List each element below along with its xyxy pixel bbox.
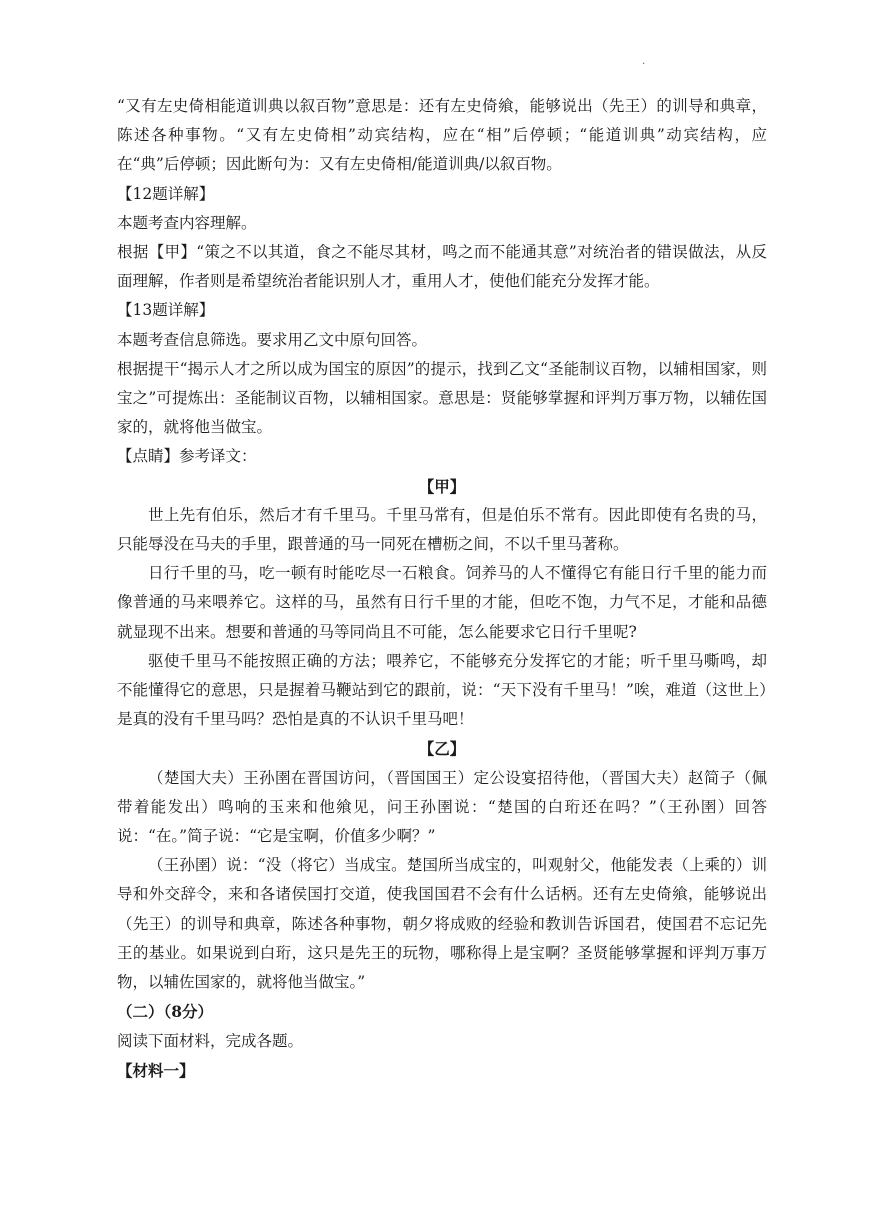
analysis-paragraph: 根据【甲】“策之不以其道，食之不能尽其材，鸣之而不能通其意”对统治者的错误做法，从反面理解，作者则是希望统治者能识别人才，重用人才，使他们能充分发挥才能。 [117,243,767,291]
translation-paragraph: （楚国大夫）王孙圉在晋国访问，（晋国国王）定公设宴招待他，（晋国大夫）赵简子（佩带着能发出）鸣响的玉来和他飨见，问王孙圉说：“楚国的白珩还在吗？”（王孙圉）回答说：“在。”简子说：“它是宝啊，价值多少啊？” [117,768,767,846]
section-heading: 【12题详解】 [117,184,215,203]
material-heading: 【材料一】 [117,1060,195,1080]
section-heading: 【点睛】参考译文： [117,447,257,466]
instruction: 阅读下面材料，完成各题。 [117,1031,304,1050]
section-title: （二）（8分） [117,1002,214,1022]
document-page [117,92,767,1085]
translation-paragraph: （王孙圉）说：“没（将它）当成宝。楚国所当成宝的，叫观射父，他能发表（上乘的）训导和外交辞令，来和各诸侯国打交道，使我国国君不会有什么话柄。还有左史倚飨，能够说出（先王）的训导和典章，陈述各种事物，朝夕将成败的经验和教训告诉国君，使国君不忘记先王的基业。如果说到白珩，这只是先王的玩物，哪称得上是宝啊？圣贤能够掌握和评判万事万物，以辅佐国家的，就将他当做宝。” [117,856,767,992]
translation-paragraph: 驱使千里马不能按照正确的方法；喂养它，不能够充分发挥它的才能；听千里马嘶鸣，却不能懂得它的意思，只是握着马鞭站到它的跟前，说：“天下没有千里马！”唉，难道（这世上）是真的没有千里马吗？恐怕是真的不认识千里马吧！ [117,651,767,729]
text-heading-yi: 【乙】 [418,739,466,759]
analysis-paragraph: 本题考查信息筛选。要求用乙文中原句回答。 [117,330,428,349]
analysis-paragraph: 本题考查内容理解。 [117,213,257,232]
analysis-paragraph: “又有左史倚相能道训典以叙百物”意思是：还有左史倚飨，能够说出（先王）的训导和典章，陈述各种事物。“又有左史倚相”动宾结构，应在“相”后停顿；“能道训典”动宾结构，应在“典”后停顿；因此断句为：又有左史倚相/能道训典/以叙百物。 [117,97,767,174]
header-mark: . [642,56,646,67]
analysis-paragraph: 根据提干“揭示人才之所以成为国宝的原因”的提示，找到乙文“圣能制议百物，以辅相国家，则宝之”可提炼出：圣能制议百物，以辅相国家。意思是：贤能够掌握和评判万事万物，以辅佐国家的，就将他当做宝。 [117,359,767,437]
text-heading-jia: 【甲】 [418,476,466,496]
translation-paragraph: 世上先有伯乐，然后才有千里马。千里马常有，但是伯乐不常有。因此即使有名贵的马，只能辱没在马夫的手里，跟普通的马一同死在槽枥之间，不以千里马著称。 [117,505,767,554]
translation-paragraph: 日行千里的马，吃一顿有时能吃尽一石粮食。饲养马的人不懂得它有能日行千里的能力而像普通的马来喂养它。这样的马，虽然有日行千里的才能，但吃不饱，力气不足，才能和品德就显现不出来。想要和普通的马等同尚且不可能，怎么能要求它日行千里呢? [117,564,767,641]
section-heading: 【13题详解】 [117,301,215,320]
